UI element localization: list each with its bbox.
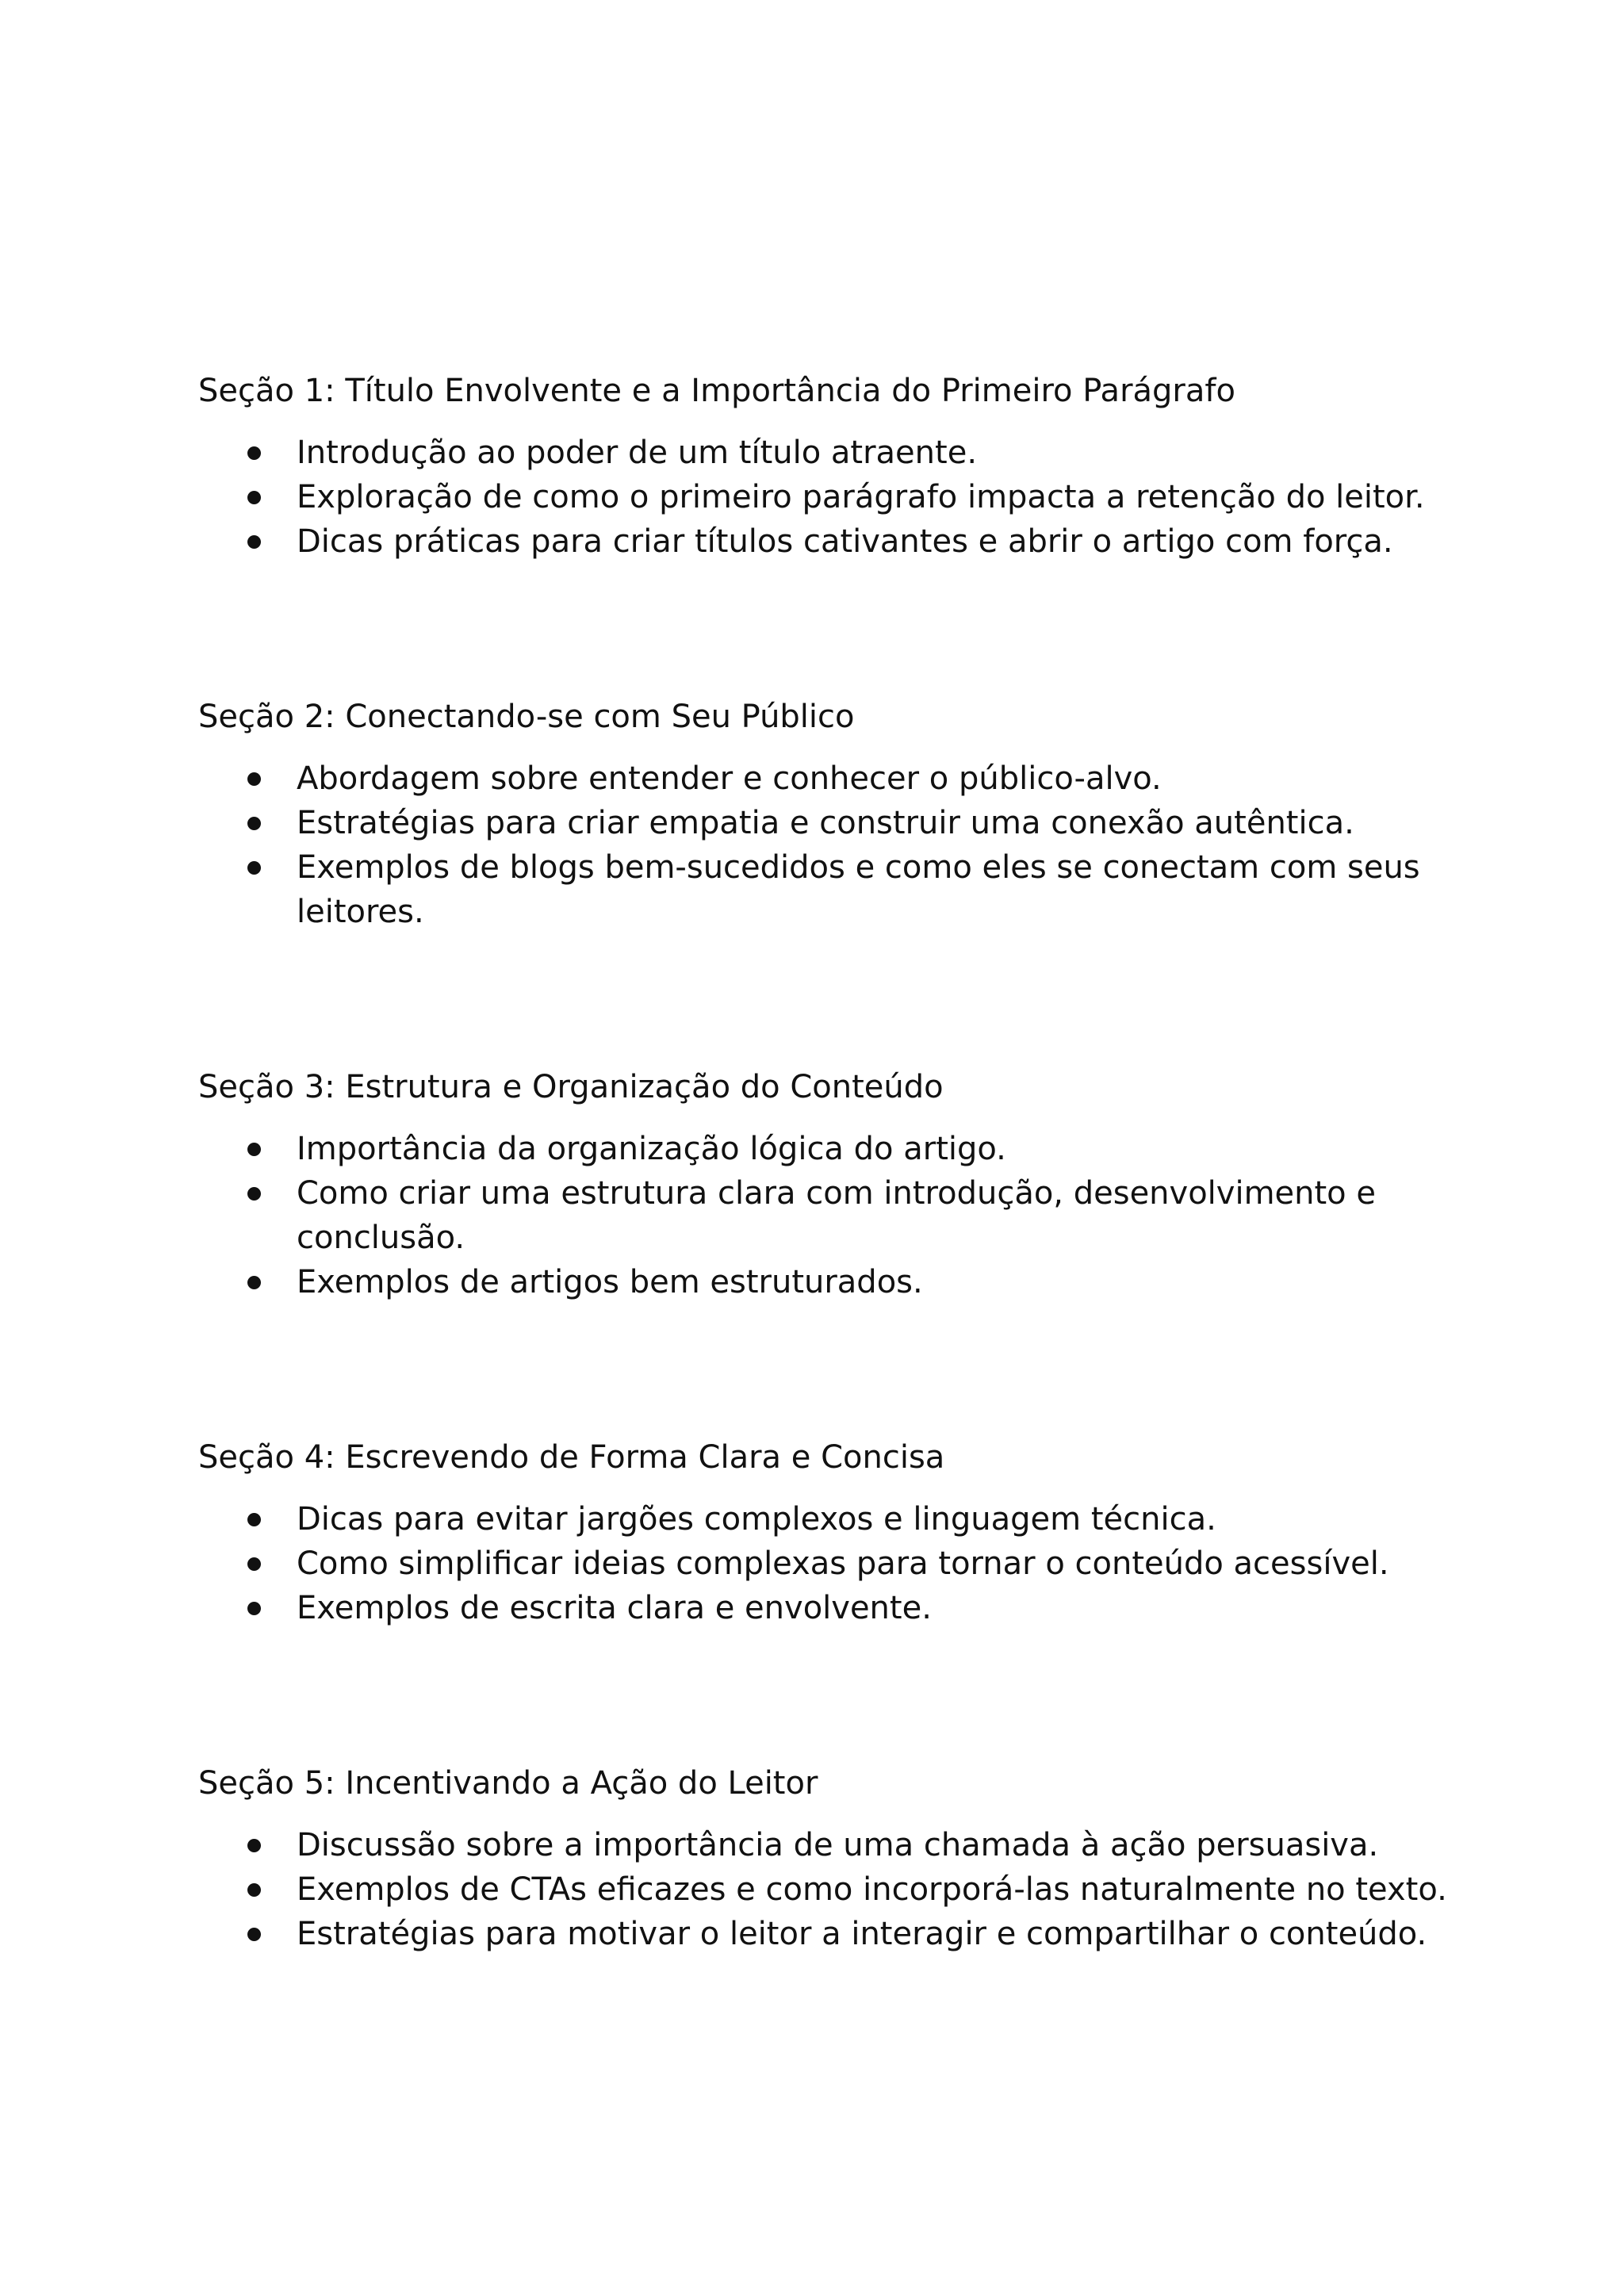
list-item: [198, 1541, 1451, 1586]
list-item: [198, 845, 1451, 934]
list-item-text: Como criar uma estrutura clara com introdução, desenvolvimento e conclusão.: [297, 1175, 1376, 1256]
bullet-icon: [247, 1883, 261, 1897]
bullet-icon: [247, 1602, 261, 1615]
list-item-text: Estratégias para criar empatia e construir uma conexão autêntica.: [297, 805, 1354, 841]
section-title: Seção 1: Título Envolvente e a Importância do Primeiro Parágrafo: [198, 373, 1235, 409]
bullet-list: [198, 1497, 1451, 1630]
bullet-icon: [247, 1187, 261, 1201]
list-item-text: Abordagem sobre entender e conhecer o público-alvo.: [297, 760, 1162, 797]
bullet-icon: [247, 1928, 261, 1941]
bullet-icon: [247, 446, 261, 460]
bullet-icon: [247, 861, 261, 875]
list-item: [198, 1823, 1451, 1867]
list-item: [198, 1867, 1451, 1912]
section-title: Seção 3: Estrutura e Organização do Conteúdo: [198, 1069, 944, 1105]
list-item-text: Exemplos de blogs bem-sucedidos e como eles se conectam com seus leitores.: [297, 849, 1420, 930]
list-item-text: Dicas para evitar jargões complexos e linguagem técnica.: [297, 1501, 1216, 1538]
list-item: [198, 1171, 1451, 1260]
list-item-text: Introdução ao poder de um título atraente.: [297, 435, 978, 471]
bullet-list: [198, 431, 1451, 564]
bullet-list: [198, 1823, 1451, 1956]
list-item-text: Estratégias para motivar o leitor a interagir e compartilhar o conteúdo.: [297, 1916, 1427, 1952]
list-item-text: Exemplos de CTAs eficazes e como incorporá-las naturalmente no texto.: [297, 1871, 1447, 1908]
list-item: [198, 801, 1451, 845]
bullet-icon: [247, 817, 261, 830]
section-3: [198, 1065, 1451, 1304]
list-item: [198, 1586, 1451, 1630]
bullet-icon: [247, 1513, 261, 1526]
bullet-icon: [247, 772, 261, 786]
list-item: [198, 519, 1451, 564]
list-item-text: Importância da organização lógica do artigo.: [297, 1131, 1006, 1167]
list-item: [198, 1127, 1451, 1171]
bullet-list: [198, 756, 1451, 934]
section-4: [198, 1435, 1451, 1630]
list-item: [198, 756, 1451, 801]
section-title: Seção 5: Incentivando a Ação do Leitor: [198, 1765, 818, 1802]
list-item-text: Dicas práticas para criar títulos cativantes e abrir o artigo com força.: [297, 523, 1393, 560]
list-item-text: Exemplos de escrita clara e envolvente.: [297, 1590, 932, 1626]
list-item: [198, 1912, 1451, 1956]
list-item: [198, 1497, 1451, 1541]
list-item-text: Exemplos de artigos bem estruturados.: [297, 1264, 923, 1300]
section-1: [198, 369, 1451, 564]
section-title: Seção 4: Escrevendo de Forma Clara e Concisa: [198, 1439, 945, 1476]
bullet-list: [198, 1127, 1451, 1304]
list-item: [198, 475, 1451, 519]
bullet-icon: [247, 535, 261, 549]
bullet-icon: [247, 1839, 261, 1852]
list-item: [198, 1260, 1451, 1304]
section-2: [198, 695, 1451, 934]
list-item-text: Exploração de como o primeiro parágrafo impacta a retenção do leitor.: [297, 479, 1425, 515]
document-content: [198, 369, 1451, 2087]
list-item: [198, 431, 1451, 475]
bullet-icon: [247, 1276, 261, 1289]
bullet-icon: [247, 491, 261, 504]
bullet-icon: [247, 1557, 261, 1571]
list-item-text: Discussão sobre a importância de uma chamada à ação persuasiva.: [297, 1827, 1379, 1863]
section-title: Seção 2: Conectando-se com Seu Público: [198, 699, 855, 735]
section-5: [198, 1761, 1451, 1956]
list-item-text: Como simplificar ideias complexas para tornar o conteúdo acessível.: [297, 1545, 1389, 1582]
bullet-icon: [247, 1143, 261, 1156]
